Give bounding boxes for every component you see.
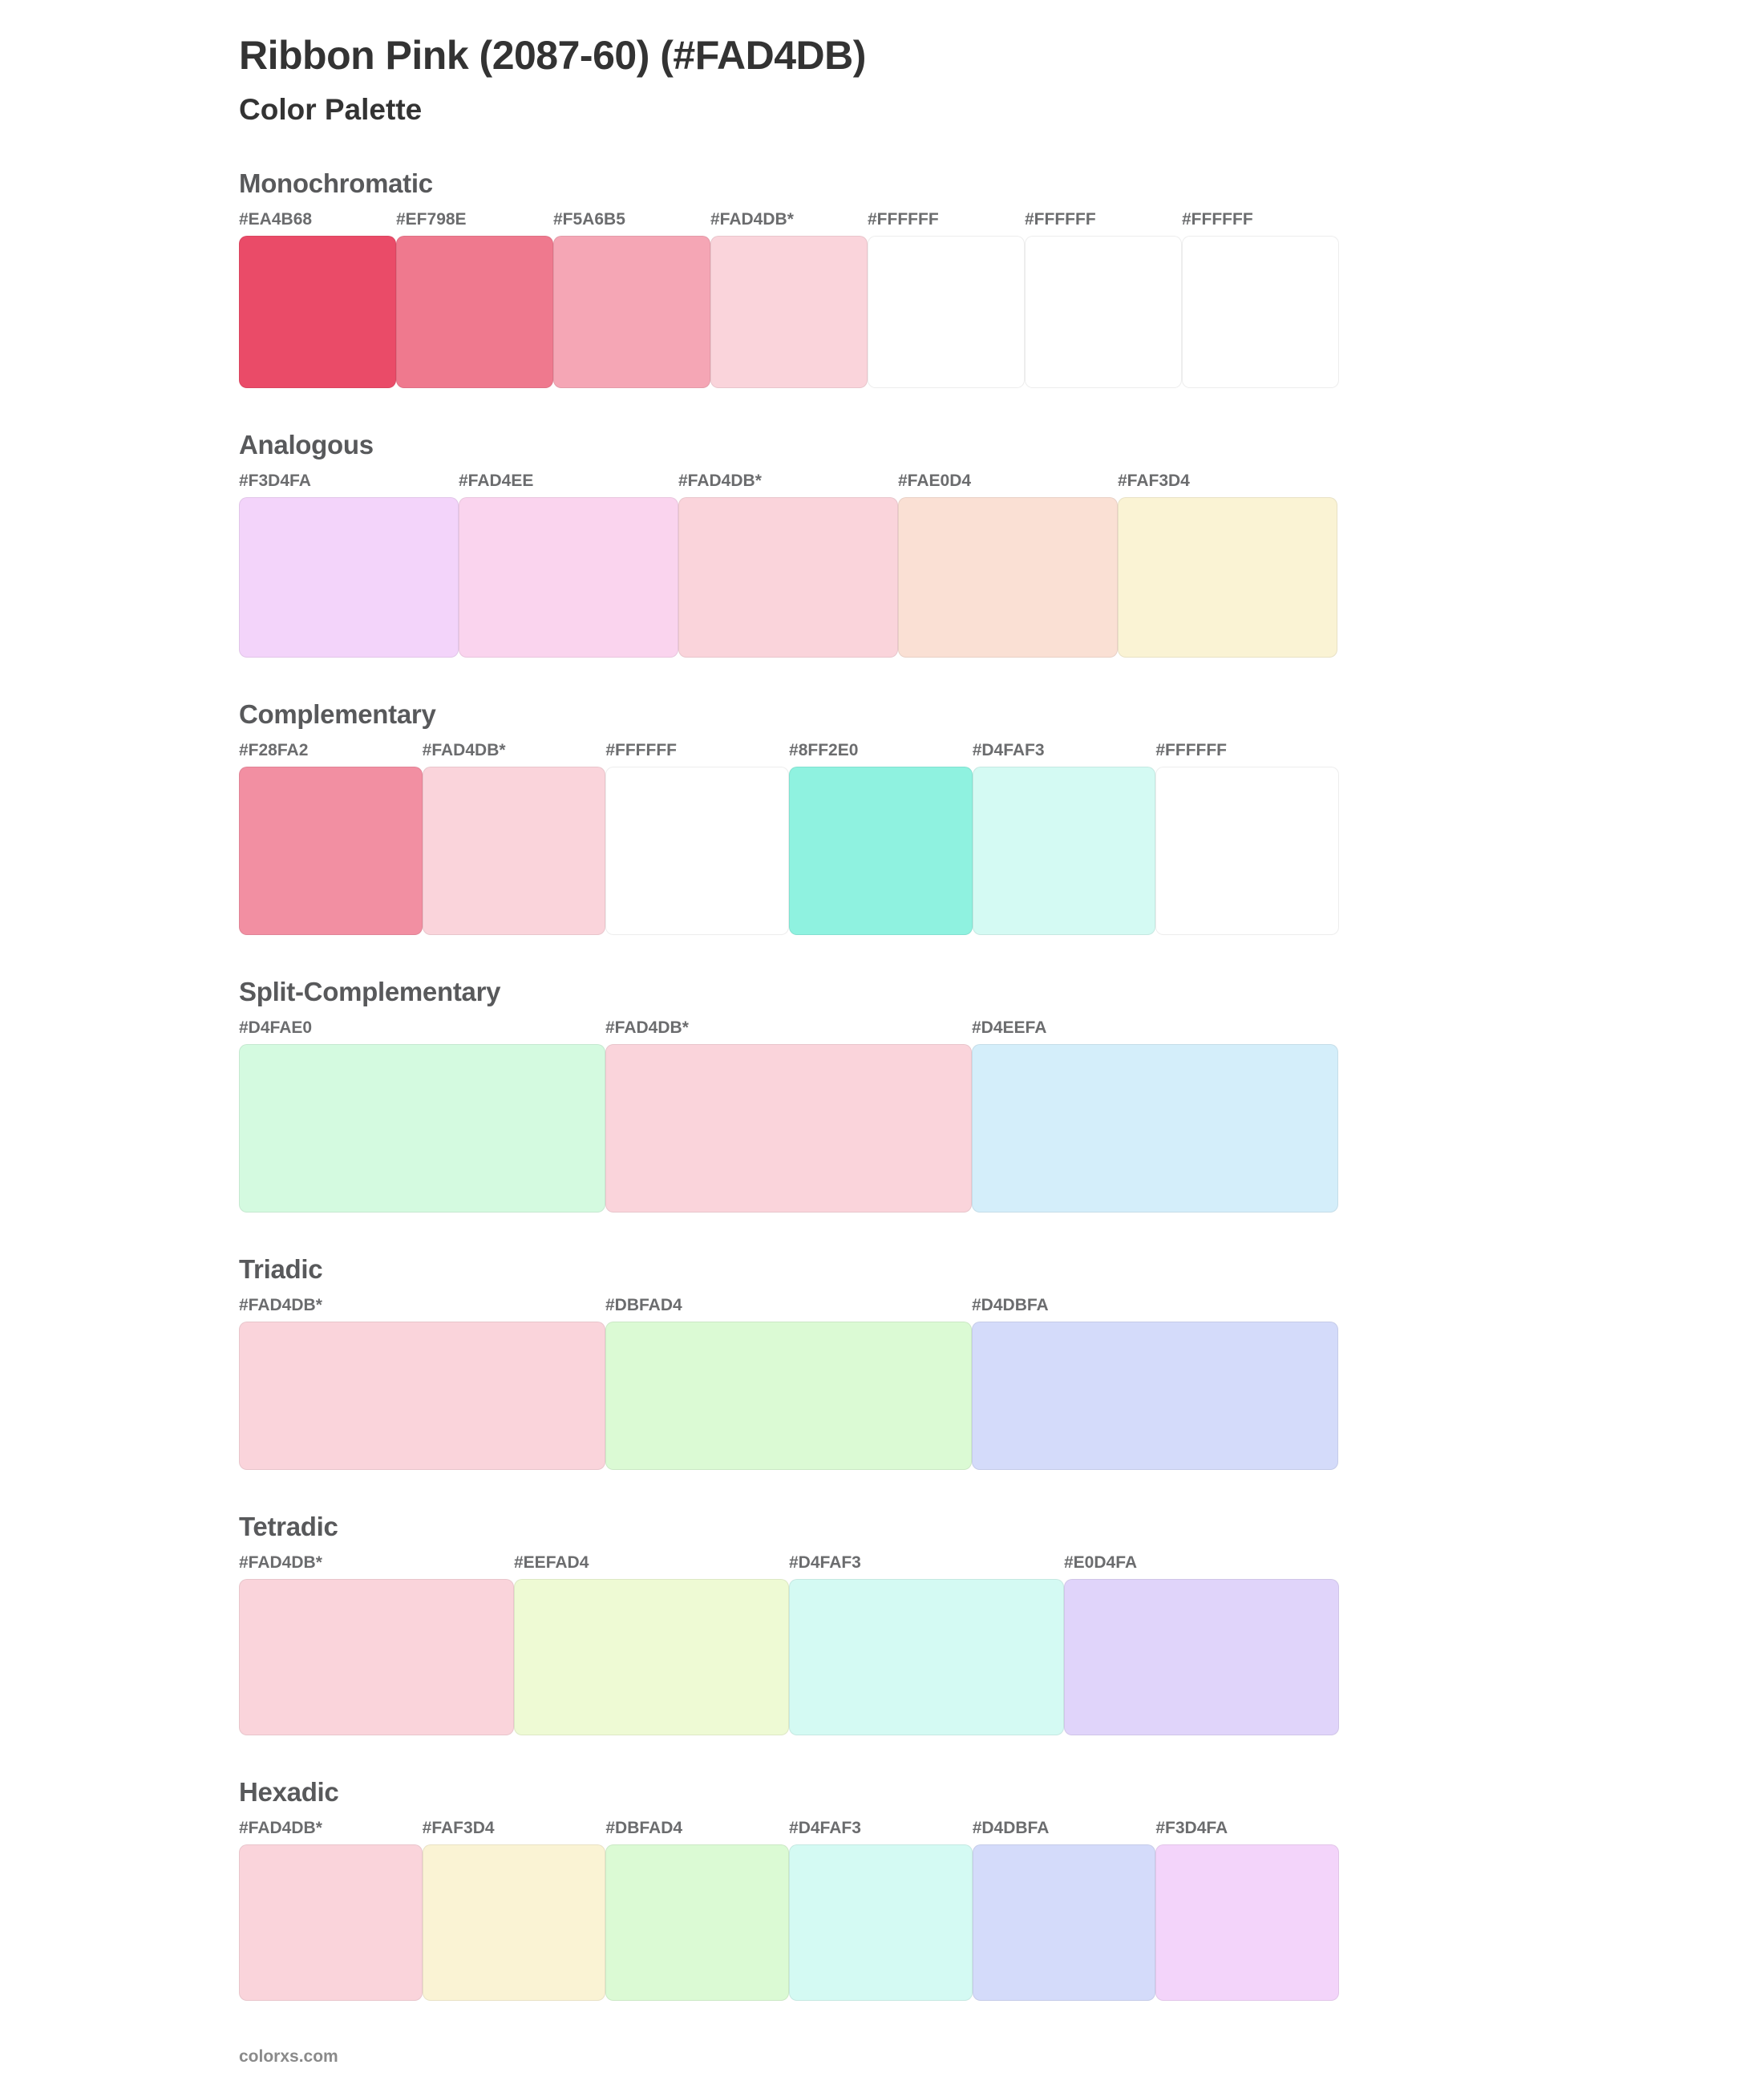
swatch-row bbox=[239, 741, 1339, 935]
swatch-hex-label: #EF798E bbox=[396, 210, 467, 229]
swatch-color-block[interactable] bbox=[678, 497, 898, 658]
swatch-color-block[interactable] bbox=[239, 1579, 514, 1735]
swatch-hex-label: #DBFAD4 bbox=[605, 1296, 682, 1314]
section-title: Hexadic bbox=[239, 1777, 339, 1807]
swatch-hex-label: #FAD4EE bbox=[459, 472, 534, 490]
color-swatch[interactable] bbox=[605, 1296, 972, 1470]
color-swatch[interactable] bbox=[973, 741, 1156, 935]
swatch-color-block[interactable] bbox=[423, 1844, 606, 2001]
swatch-hex-label: #FAD4DB* bbox=[710, 210, 794, 229]
swatch-hex-label: #F3D4FA bbox=[239, 472, 311, 490]
section-title: Complementary bbox=[239, 699, 436, 729]
swatch-color-block[interactable] bbox=[553, 236, 710, 388]
color-swatch[interactable] bbox=[239, 210, 396, 388]
swatch-color-block[interactable] bbox=[605, 1322, 972, 1470]
color-swatch[interactable] bbox=[678, 472, 898, 658]
section-title: Split-Complementary bbox=[239, 977, 501, 1006]
color-swatch[interactable] bbox=[1025, 210, 1182, 388]
color-swatch[interactable] bbox=[239, 472, 459, 658]
swatch-hex-label: #8FF2E0 bbox=[789, 741, 859, 759]
swatch-color-block[interactable] bbox=[973, 767, 1156, 935]
section-title: Triadic bbox=[239, 1254, 323, 1284]
swatch-row bbox=[239, 1296, 1339, 1470]
palette-section bbox=[0, 1254, 1764, 1470]
swatch-color-block[interactable] bbox=[1118, 497, 1337, 658]
swatch-hex-label: #FFFFFF bbox=[868, 210, 939, 229]
section-title: Tetradic bbox=[239, 1512, 338, 1541]
swatch-hex-label: #D4FAF3 bbox=[789, 1553, 861, 1572]
swatch-hex-label: #F3D4FA bbox=[1155, 1819, 1228, 1837]
color-swatch[interactable] bbox=[710, 210, 868, 388]
swatch-color-block[interactable] bbox=[1025, 236, 1182, 388]
color-swatch[interactable] bbox=[898, 472, 1118, 658]
color-swatch[interactable] bbox=[789, 1819, 973, 2001]
swatch-hex-label: #FFFFFF bbox=[1155, 741, 1228, 759]
site-name: colorxs.com bbox=[239, 2047, 338, 2066]
color-swatch[interactable] bbox=[239, 1553, 514, 1735]
swatch-hex-label: #EEFAD4 bbox=[514, 1553, 589, 1572]
swatch-color-block[interactable] bbox=[396, 236, 553, 388]
swatch-hex-label: #FAD4DB* bbox=[239, 1296, 322, 1314]
swatch-color-block[interactable] bbox=[972, 1322, 1338, 1470]
swatch-color-block[interactable] bbox=[710, 236, 868, 388]
color-swatch[interactable] bbox=[972, 1296, 1338, 1470]
color-swatch[interactable] bbox=[239, 1819, 423, 2001]
palette-section bbox=[0, 1512, 1764, 1735]
color-swatch[interactable] bbox=[789, 741, 973, 935]
swatch-color-block[interactable] bbox=[1064, 1579, 1339, 1735]
swatch-hex-label: #DBFAD4 bbox=[605, 1819, 683, 1837]
swatch-hex-label: #EA4B68 bbox=[239, 210, 313, 229]
color-swatch[interactable] bbox=[972, 1018, 1338, 1213]
color-swatch[interactable] bbox=[396, 210, 553, 388]
color-swatch[interactable] bbox=[423, 741, 606, 935]
swatch-color-block[interactable] bbox=[239, 497, 459, 658]
color-swatch[interactable] bbox=[239, 741, 423, 935]
swatch-hex-label: #FAE0D4 bbox=[898, 472, 972, 490]
swatch-color-block[interactable] bbox=[239, 1844, 423, 2001]
swatch-hex-label: #FFFFFF bbox=[1182, 210, 1253, 229]
swatch-row bbox=[239, 210, 1339, 388]
swatch-hex-label: #E0D4FA bbox=[1064, 1553, 1138, 1572]
page-title: Ribbon Pink (2087-60) (#FAD4DB) bbox=[239, 33, 866, 78]
swatch-hex-label: #FAF3D4 bbox=[422, 1819, 495, 1837]
swatch-color-block[interactable] bbox=[1155, 1844, 1339, 2001]
swatch-hex-label: #FAD4DB* bbox=[605, 1018, 689, 1037]
palette-section bbox=[0, 168, 1764, 388]
swatch-color-block[interactable] bbox=[898, 497, 1118, 658]
color-swatch[interactable] bbox=[605, 741, 789, 935]
swatch-hex-label: #D4DBFA bbox=[972, 1819, 1050, 1837]
swatch-color-block[interactable] bbox=[605, 1844, 789, 2001]
color-swatch[interactable] bbox=[239, 1018, 605, 1213]
color-swatch[interactable] bbox=[1118, 472, 1337, 658]
swatch-color-block[interactable] bbox=[972, 1044, 1338, 1213]
palette-section bbox=[0, 977, 1764, 1213]
swatch-hex-label: #FFFFFF bbox=[605, 741, 677, 759]
color-swatch[interactable] bbox=[973, 1819, 1156, 2001]
color-swatch[interactable] bbox=[605, 1018, 972, 1213]
color-swatch[interactable] bbox=[1182, 210, 1339, 388]
swatch-color-block[interactable] bbox=[789, 1579, 1064, 1735]
swatch-hex-label: #D4FAE0 bbox=[239, 1018, 313, 1037]
color-swatch[interactable] bbox=[605, 1819, 789, 2001]
swatch-hex-label: #FAD4DB* bbox=[422, 741, 506, 759]
palette-sections bbox=[0, 168, 1764, 2001]
color-swatch[interactable] bbox=[1064, 1553, 1339, 1735]
swatch-hex-label: #FFFFFF bbox=[1025, 210, 1096, 229]
section-title: Analogous bbox=[239, 430, 374, 460]
color-swatch[interactable] bbox=[789, 1553, 1064, 1735]
swatch-hex-label: #D4FAF3 bbox=[789, 1819, 861, 1837]
color-swatch[interactable] bbox=[459, 472, 678, 658]
swatch-color-block[interactable] bbox=[239, 1044, 605, 1213]
palette-section bbox=[0, 699, 1764, 935]
site-footer bbox=[239, 2047, 1764, 2067]
page-subtitle: Color Palette bbox=[239, 93, 423, 126]
swatch-row bbox=[239, 1553, 1339, 1735]
swatch-color-block[interactable] bbox=[789, 767, 973, 935]
swatch-color-block[interactable] bbox=[1155, 767, 1339, 935]
color-swatch[interactable] bbox=[239, 1296, 605, 1470]
swatch-color-block[interactable] bbox=[868, 236, 1025, 388]
color-swatch[interactable] bbox=[514, 1553, 789, 1735]
swatch-hex-label: #FAD4DB* bbox=[678, 472, 762, 490]
swatch-color-block[interactable] bbox=[423, 767, 606, 935]
color-swatch[interactable] bbox=[1155, 1819, 1339, 2001]
swatch-hex-label: #FAD4DB* bbox=[239, 1819, 322, 1837]
swatch-color-block[interactable] bbox=[789, 1844, 973, 2001]
swatch-hex-label: #FAF3D4 bbox=[1118, 472, 1190, 490]
palette-section bbox=[0, 430, 1764, 658]
swatch-row bbox=[239, 472, 1339, 658]
color-swatch[interactable] bbox=[1155, 741, 1339, 935]
swatch-hex-label: #D4DBFA bbox=[972, 1296, 1049, 1314]
swatch-hex-label: #F5A6B5 bbox=[553, 210, 625, 229]
swatch-color-block[interactable] bbox=[239, 767, 423, 935]
swatch-row bbox=[239, 1018, 1339, 1213]
section-title: Monochromatic bbox=[239, 168, 433, 198]
swatch-color-block[interactable] bbox=[973, 1844, 1156, 2001]
swatch-row bbox=[239, 1819, 1339, 2001]
swatch-color-block[interactable] bbox=[239, 1322, 605, 1470]
swatch-color-block[interactable] bbox=[605, 1044, 972, 1213]
swatch-color-block[interactable] bbox=[1182, 236, 1339, 388]
swatch-color-block[interactable] bbox=[605, 767, 789, 935]
swatch-hex-label: #F28FA2 bbox=[239, 741, 309, 759]
color-swatch[interactable] bbox=[553, 210, 710, 388]
swatch-hex-label: #D4FAF3 bbox=[972, 741, 1045, 759]
palette-section bbox=[0, 1777, 1764, 2001]
swatch-hex-label: #D4EEFA bbox=[972, 1018, 1047, 1037]
swatch-color-block[interactable] bbox=[459, 497, 678, 658]
color-swatch[interactable] bbox=[868, 210, 1025, 388]
swatch-color-block[interactable] bbox=[239, 236, 396, 388]
color-swatch[interactable] bbox=[423, 1819, 606, 2001]
swatch-color-block[interactable] bbox=[514, 1579, 789, 1735]
swatch-hex-label: #FAD4DB* bbox=[239, 1553, 322, 1572]
